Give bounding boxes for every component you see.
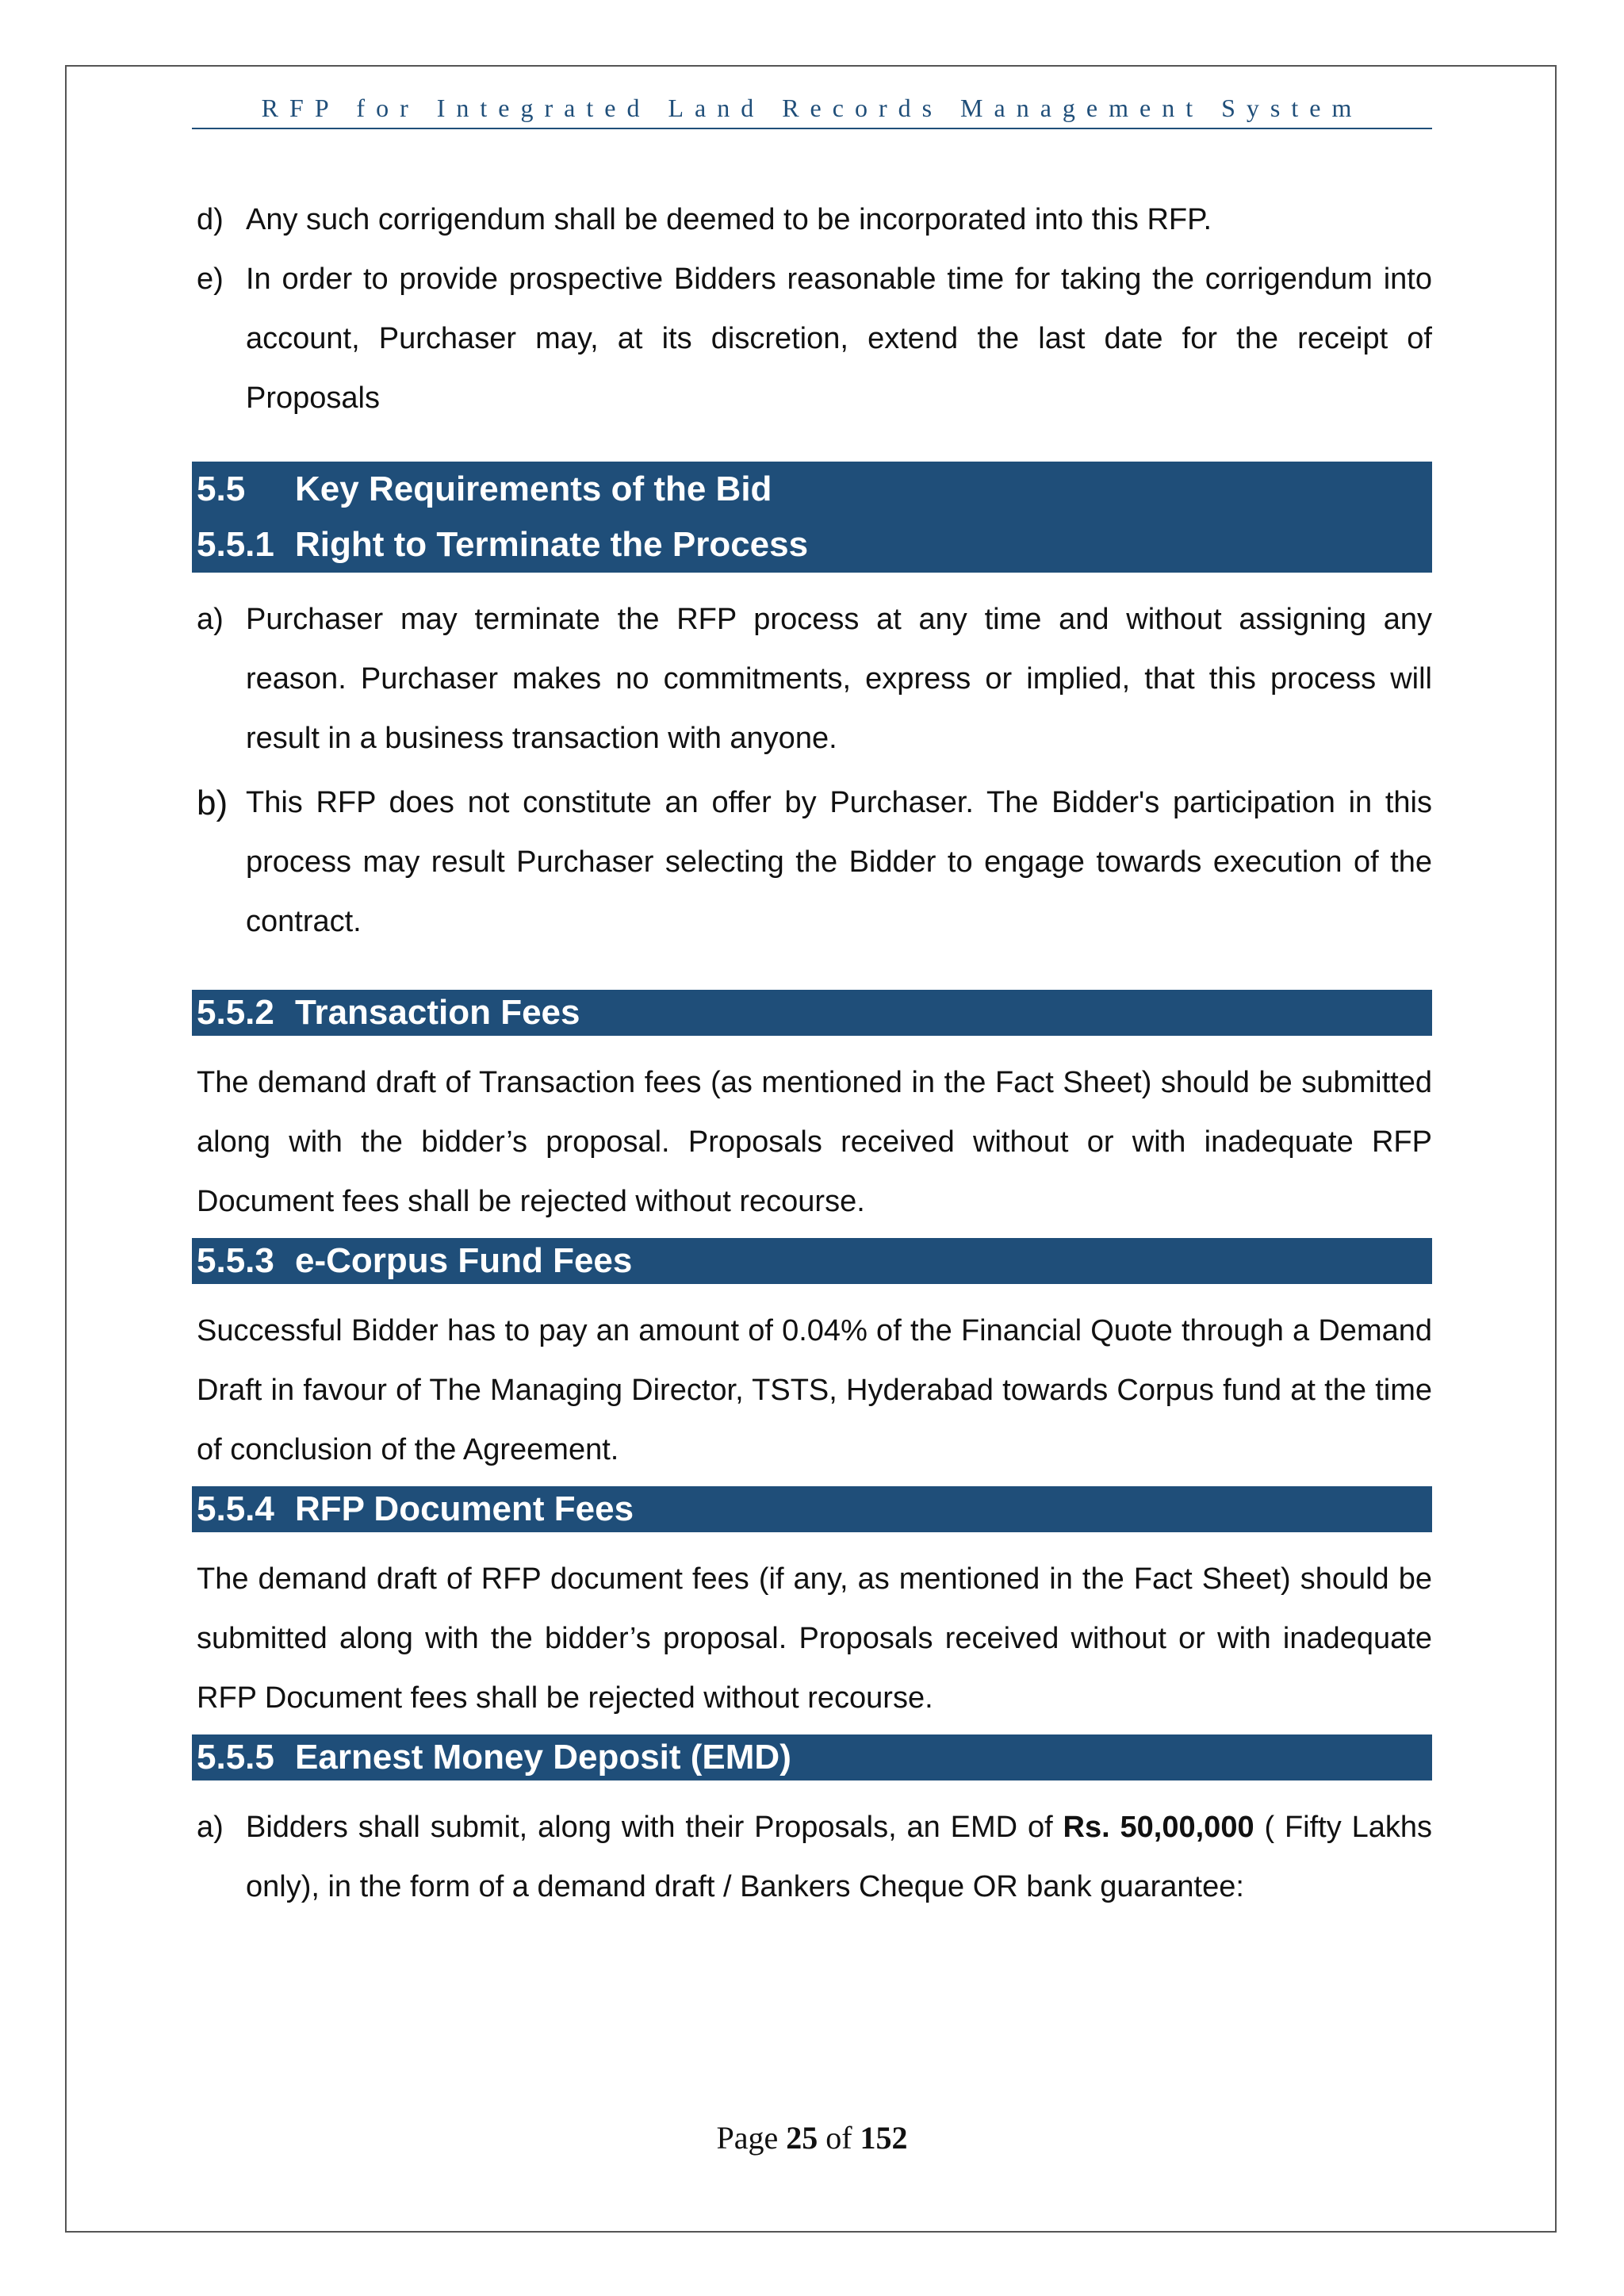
section-title: Right to Terminate the Process (295, 525, 809, 564)
heading-row (197, 1238, 1427, 1284)
list-item (192, 250, 1432, 428)
section-number: 5.5.5 (197, 1738, 274, 1777)
section-title: e-Corpus Fund Fees (295, 1241, 633, 1280)
list-item-text: ( Fifty Lakhs only), in the form of a demand draft / Bankers Cheque OR bank guarantee: (246, 1811, 1433, 1903)
section-title: Key Requirements of the Bid (295, 470, 772, 508)
list-item-text: Purchaser may terminate the RFP process at any time and without assigning any reason. Purchaser makes no commitments, express or implied, that this process will result in a business transaction with anyone. (246, 603, 1432, 755)
heading-row (197, 1734, 1427, 1780)
section-heading-5-5 (192, 462, 1432, 573)
section-title: Transaction Fees (295, 993, 580, 1032)
footer-prefix: Page (716, 2120, 787, 2156)
list-marker: a) (197, 603, 224, 636)
list-item (192, 773, 1432, 952)
heading-row (197, 517, 1427, 573)
page-footer (0, 2119, 1624, 2156)
section-heading-5-5-5 (192, 1734, 1432, 1780)
list-item-text: Any such corrigendum shall be deemed to be incorporated into this RFP. (246, 203, 1212, 236)
section-number: 5.5 (197, 470, 246, 508)
section-number: 5.5.1 (197, 525, 274, 564)
list-item (192, 590, 1432, 769)
page-number: 25 (786, 2120, 818, 2156)
page-content (192, 190, 1432, 1917)
list-marker: b) (197, 784, 228, 822)
list-marker: a) (197, 1811, 224, 1844)
header-rule (192, 128, 1432, 129)
section-number: 5.5.2 (197, 993, 274, 1032)
heading-row (197, 1486, 1427, 1532)
list-item-text: This RFP does not constitute an offer by Purchaser. The Bidder's participation in this process may result Purchaser selecting the Bidder to engage towards execution of the contract. (246, 786, 1432, 938)
section-heading-5-5-2 (192, 990, 1432, 1036)
list-item (192, 190, 1432, 250)
section-number: 5.5.4 (197, 1489, 274, 1528)
list-item-text: Bidders shall submit, along with their Proposals, an EMD of (246, 1811, 1063, 1844)
section-heading-5-5-3 (192, 1238, 1432, 1284)
section-number: 5.5.3 (197, 1241, 274, 1280)
heading-row (197, 462, 1427, 517)
heading-row (197, 990, 1427, 1036)
section-title: RFP Document Fees (295, 1489, 634, 1528)
page-total: 152 (860, 2120, 908, 2156)
emd-amount: Rs. 50,00,000 (1063, 1811, 1254, 1844)
section-heading-5-5-4 (192, 1486, 1432, 1532)
paragraph: Successful Bidder has to pay an amount of 0.04% of the Financial Quote through a Demand Draft in favour of The Managing Director, TSTS, Hyderabad towards Corpus fund at the time of conclusion of the Agreement. (197, 1314, 1432, 1466)
paragraph: The demand draft of Transaction fees (as mentioned in the Fact Sheet) should be submitted along with the bidder’s proposal. Proposals received without or with inadequate RFP Document fees shall be rejected without recourse. (197, 1066, 1432, 1218)
footer-of: of (818, 2120, 860, 2156)
section-title: Earnest Money Deposit (EMD) (295, 1738, 791, 1777)
list-item-text: In order to provide prospective Bidders reasonable time for taking the corrigendum into account, Purchaser may, at its discretion, extend the last date for the receipt of Proposals (246, 263, 1432, 415)
list-item (192, 1798, 1432, 1917)
list-marker: d) (197, 203, 224, 236)
list-marker: e) (197, 263, 224, 296)
running-header: RFP for Integrated Land Records Management System (261, 94, 1363, 122)
paragraph: The demand draft of RFP document fees (if any, as mentioned in the Fact Sheet) should be submitted along with the bidder’s proposal. Proposals received without or with inadequate RFP Document fees shall be rejected without recourse. (197, 1562, 1432, 1715)
